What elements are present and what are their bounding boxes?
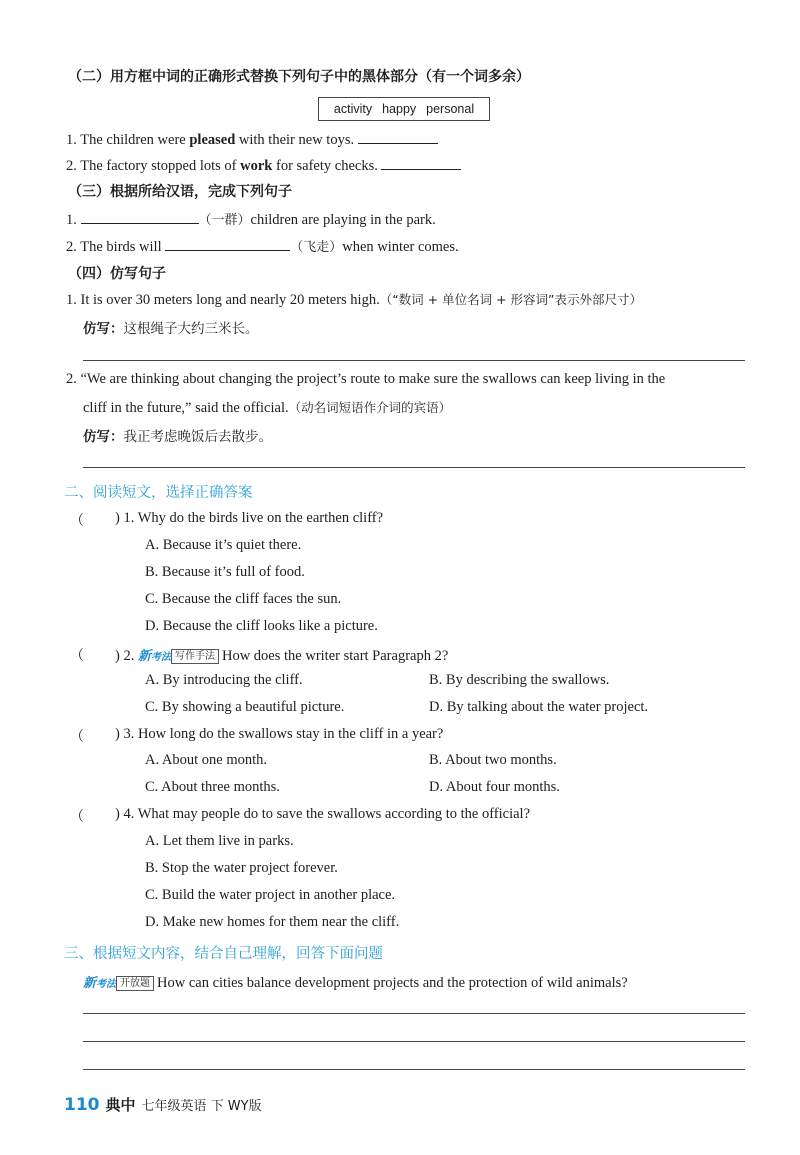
grammar-note: （“数词 + 单位名词 + 形容词”表示外部尺寸） [379, 292, 642, 307]
sec4-item-2-line-1 [66, 371, 665, 388]
grammar-note: （动名词短语作介词的宾语） [288, 400, 452, 415]
chinese-hint: （飞走） [290, 240, 343, 255]
item-number: 2. [66, 158, 77, 174]
option: A. About one month. [145, 752, 268, 768]
answer-paren[interactable]: （ [70, 809, 84, 825]
question-text: How does the writer start Paragraph 2? [221, 648, 449, 664]
imitate-prompt: 我正考虑晚饭后去散步。 [123, 429, 272, 445]
item-bold: work [240, 158, 273, 174]
question-number: ) 2. [115, 648, 135, 664]
question-text: How can cities balance development projects and the protection of wild animals? [157, 975, 628, 991]
question-2-stem [115, 645, 448, 665]
option: C. Because the cliff faces the sun. [145, 591, 342, 607]
book-title: 七年级英语 下 WY版 [141, 1099, 262, 1114]
answer-blank[interactable] [358, 129, 438, 144]
word-box-item: happy [382, 102, 417, 116]
option: D. By talking about the water project. [429, 699, 649, 715]
item-text: for safety checks. [272, 158, 378, 174]
question-4-stem: ) 4. What may people do to save the swallows according to the official? [115, 806, 531, 822]
sec2-item-1 [66, 129, 438, 149]
item-text: children are playing in the park. [250, 212, 436, 228]
item-number: 2. [66, 371, 77, 387]
item-text: cliff in the future,” said the official. [83, 400, 289, 416]
new-logo-char: 新 [137, 649, 151, 664]
answer-line[interactable] [83, 1013, 745, 1014]
chinese-hint: （一群） [198, 213, 251, 228]
option: B. Because it’s full of food. [145, 564, 305, 580]
option: B. By describing the swallows. [429, 672, 610, 688]
new-logo-text: 考法 [150, 652, 171, 663]
new-logo-char: 新 [83, 976, 97, 991]
option: B. Stop the water project forever. [145, 860, 338, 876]
item-number: 1. [66, 132, 77, 148]
new-method-logo [138, 645, 171, 664]
answer-blank[interactable] [381, 155, 461, 170]
answer-paren[interactable]: （ [70, 729, 84, 745]
question-3-stem: ) 3. How long do the swallows stay in the cliff in a year? [115, 726, 444, 742]
option: B. About two months. [429, 752, 557, 768]
answer-line[interactable] [83, 1069, 745, 1070]
brand-logo: 典中 [105, 1096, 136, 1114]
page-number: 110 [64, 1095, 100, 1115]
item-text: “We are thinking about changing the project’s route to make sure the swallows can keep living in the [80, 371, 666, 387]
option: C. About three months. [145, 779, 280, 795]
word-box [318, 97, 490, 121]
item-text: The children were [80, 132, 190, 148]
option: D. About four months. [429, 779, 560, 795]
sec2-item-2 [66, 155, 461, 175]
item-text: It is over 30 meters long and nearly 20 meters high. [80, 292, 380, 308]
item-text: when winter comes. [342, 239, 459, 255]
imitate-label: 仿写： [83, 429, 124, 445]
new-logo-text: 考法 [96, 979, 117, 990]
option: D. Because the cliff looks like a picture. [145, 618, 378, 634]
sec4-item-2-line-2 [83, 398, 451, 417]
word-box-item: personal [426, 102, 475, 116]
answer-blank[interactable] [81, 209, 199, 224]
item-text: with their new toys. [235, 132, 355, 148]
imitate-prompt: 这根绳子大约三米长。 [123, 321, 259, 337]
item-text: The birds will [80, 239, 166, 255]
item-number: 1. [66, 212, 77, 228]
sec4-item-1 [66, 290, 642, 309]
option: A. Let them live in parks. [145, 833, 294, 849]
option: A. By introducing the cliff. [145, 672, 303, 688]
answer-line[interactable] [83, 467, 745, 468]
answer-paren[interactable]: （ [70, 513, 84, 529]
question-type-tag: 开放题 [116, 976, 154, 991]
option: D. Make new homes for them near the cliff. [145, 914, 400, 930]
answer-paren[interactable]: （ [70, 648, 84, 664]
question-type-tag: 写作手法 [171, 649, 219, 664]
option: C. By showing a beautiful picture. [145, 699, 345, 715]
option: C. Build the water project in another place. [145, 887, 396, 903]
question-1-stem: ) 1. Why do the birds live on the earthen cliff? [115, 510, 384, 526]
new-method-logo [83, 972, 116, 991]
sec3-item-2 [66, 236, 459, 256]
section-3-title: （三）根据所给汉语，完成下列句子 [68, 184, 292, 200]
answer-blank[interactable] [165, 236, 290, 251]
sec3-item-1 [66, 209, 436, 229]
part-3-title: 三、根据短文内容，结合自己理解，回答下面问题 [64, 946, 383, 962]
imitate-line-2 [83, 425, 272, 445]
option: A. Because it’s quiet there. [145, 537, 302, 553]
part-2-title: 二、阅读短文，选择正确答案 [64, 485, 253, 501]
section-2-title: （二）用方框中词的正确形式替换下列句子中的黑体部分（有一个词多余） [68, 69, 530, 85]
answer-line[interactable] [83, 1041, 745, 1042]
section-4-title: （四）仿写句子 [68, 266, 166, 282]
open-question [83, 972, 628, 992]
answer-line[interactable] [83, 360, 745, 361]
item-number: 2. [66, 239, 77, 255]
page-footer [64, 1094, 262, 1115]
imitate-line-1 [83, 317, 259, 337]
word-box-item: activity [333, 102, 373, 116]
imitate-label: 仿写： [83, 321, 124, 337]
item-number: 1. [66, 292, 77, 308]
item-bold: pleased [189, 132, 236, 148]
item-text: The factory stopped lots of [80, 158, 241, 174]
